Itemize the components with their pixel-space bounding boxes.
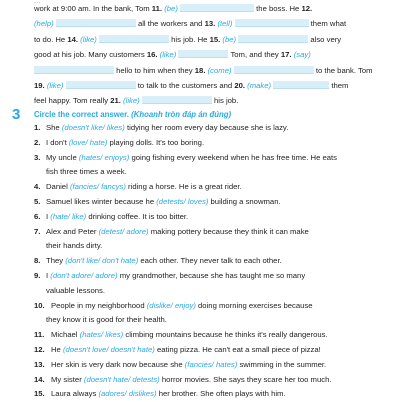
answer-choices[interactable]: (fancies/ fancys): [69, 182, 126, 192]
question-number: 15.: [34, 389, 45, 399]
answer-blank-14[interactable]: [99, 35, 169, 43]
verb-hint: (make): [247, 80, 272, 90]
answer-choices[interactable]: (love/ hate): [68, 137, 108, 147]
verb-hint: (like): [123, 96, 140, 106]
verb-hint: (say): [293, 50, 311, 60]
exercise-number: 3: [12, 106, 21, 123]
question-list: [34, 121, 386, 402]
question-number: 14.: [34, 374, 45, 384]
answer-blank-21[interactable]: [142, 96, 212, 104]
passage-text: to the bank. Tom: [315, 65, 373, 75]
answer-choices[interactable]: (doesn't like/ likes): [61, 123, 125, 132]
question-tail-text: tidying her room every day because she is lazy.: [126, 123, 289, 132]
question-number: 5.: [34, 196, 41, 206]
question-text: [51, 358, 386, 373]
passage-line-6: [34, 78, 384, 93]
passage-text: Tom, and they: [230, 50, 279, 60]
question-tail-text: drinking coffee. It is too bitter.: [88, 211, 189, 221]
question-number: 7.: [34, 226, 41, 236]
answer-blank-19[interactable]: [66, 81, 136, 89]
answer-blank-20[interactable]: [273, 81, 329, 89]
passage-text: his job.: [213, 96, 239, 106]
answer-blank-11[interactable]: [180, 4, 254, 12]
answer-choices[interactable]: (fancies/ hates): [184, 359, 238, 369]
question-tail-text: her brother. She often plays with him.: [158, 389, 286, 399]
question-text: [46, 136, 386, 151]
question-number: 11.: [34, 330, 45, 340]
question-lead-text: I: [46, 270, 49, 280]
question-item: [34, 373, 386, 388]
question-tail-text: each other. They never talk to each other.: [140, 256, 282, 266]
verb-hint: (be): [164, 4, 178, 13]
question-tail-text: eating pizza. He can't eat a small piece of pizza!: [156, 344, 321, 354]
question-lead-text: Michael: [51, 330, 78, 340]
answer-choices[interactable]: (doesn't hate/ detests): [83, 374, 160, 384]
question-item: [34, 299, 386, 314]
question-lead-text: I: [46, 211, 49, 221]
question-item: [34, 343, 386, 358]
question-lead-text: Alex and Peter: [46, 226, 97, 236]
verb-hint: (like): [80, 34, 97, 44]
cut-off-text: ...: [34, 0, 41, 5]
instruction-translation: (Khoanh tròn đáp án đúng): [131, 110, 232, 119]
passage-line-3: [34, 32, 384, 47]
question-text: [51, 373, 386, 388]
question-lead-text: Daniel: [46, 182, 68, 192]
question-item: [34, 225, 386, 240]
blank-number: 13.: [204, 19, 216, 29]
blank-number: 15.: [209, 34, 221, 44]
verb-hint: (like): [159, 50, 177, 60]
answer-blank-15[interactable]: [238, 35, 308, 43]
question-tail-text: making pottery because they think it can make: [150, 226, 309, 236]
question-item: [34, 254, 386, 269]
answer-blank-18[interactable]: [234, 66, 314, 74]
question-item: [34, 180, 386, 195]
question-continuation: they know it is good for their health.: [46, 315, 167, 325]
answer-blank-12[interactable]: [56, 19, 136, 27]
question-continuation: valuable lessons.: [46, 285, 105, 295]
passage-line-5: [34, 63, 384, 78]
verb-hint: (be): [222, 34, 237, 44]
question-tail-text: climbing mountains because he thinks it's really dangerous.: [125, 330, 328, 340]
passage-text: them: [331, 80, 349, 90]
question-tail-text: swimming in the summer.: [239, 359, 327, 369]
answer-choices[interactable]: (detest/ adore): [98, 226, 149, 236]
question-tail-text: doing morning exercises because: [198, 300, 313, 310]
question-lead-text: He: [51, 344, 61, 354]
passage-line-2: [34, 16, 384, 31]
question-text: [51, 387, 386, 402]
question-tail-text: my grandmother, because she has taught me so many: [119, 270, 306, 280]
question-text: [46, 151, 386, 166]
question-tail-text: building a snowman.: [210, 196, 281, 206]
verb-hint: (tell): [217, 19, 233, 29]
question-item: [34, 136, 386, 151]
passage-text: the boss. He: [256, 4, 300, 13]
question-number: 13.: [34, 359, 45, 369]
question-continuation: fish three times a week.: [46, 167, 127, 177]
blank-number: 12.: [301, 4, 313, 13]
passage-text: to do. He: [34, 34, 66, 44]
question-number: 6.: [34, 211, 41, 221]
question-lead-text: Laura always: [51, 389, 97, 399]
answer-blank-16[interactable]: [178, 50, 228, 58]
question-lead-text: They: [46, 256, 64, 266]
passage-line-4: [34, 47, 384, 62]
passage-line-1: [34, 1, 384, 16]
question-text: [51, 299, 386, 314]
question-item: [34, 210, 386, 225]
blank-number: 17.: [280, 50, 292, 60]
blank-number: 14.: [67, 34, 79, 44]
question-lead-text: Her skin is very dark now because she: [51, 359, 183, 369]
passage-text: also very: [310, 34, 342, 44]
blank-number: 16.: [146, 50, 158, 60]
instruction-text: Circle the correct answer.: [34, 110, 129, 119]
passage-text: his job. He: [171, 34, 208, 44]
question-text: [46, 210, 386, 225]
passage-text: feel happy. Tom really: [34, 96, 109, 106]
question-item: [34, 358, 386, 373]
passage-text: work at 9:00 am. In the bank, Tom: [34, 4, 150, 13]
question-item: [34, 151, 386, 166]
question-item: [34, 269, 386, 284]
answer-choices[interactable]: (hates/ enjoys): [78, 152, 130, 162]
passage-line-7: [34, 93, 384, 108]
question-item: [34, 328, 386, 343]
blank-number: 18.: [194, 65, 206, 75]
question-item: [34, 195, 386, 210]
answer-choices[interactable]: (hates/ likes): [79, 330, 124, 340]
question-number: 10.: [34, 300, 45, 310]
passage-text: them what: [310, 19, 347, 29]
question-text: [46, 180, 386, 195]
answer-choices[interactable]: (detests/ loves): [156, 196, 209, 206]
verb-hint: (come): [207, 65, 232, 75]
question-tail-text: going fishing every weekend when he has free time. He eats: [131, 152, 338, 162]
verb-hint: (help): [34, 19, 54, 29]
question-text: [46, 195, 386, 210]
exercise-instruction: [34, 110, 231, 119]
blank-number: 20.: [234, 80, 246, 90]
passage: [34, 0, 384, 109]
verb-hint: (like): [46, 80, 64, 90]
passage-text: hello to him when they: [116, 65, 193, 75]
question-number: 2.: [34, 137, 41, 147]
question-number: 12.: [34, 344, 45, 354]
question-lead-text: Samuel likes winter because he: [46, 196, 155, 206]
question-number: 3.: [34, 152, 41, 162]
blank-number: 19.: [34, 80, 45, 90]
answer-choices[interactable]: (don't like/ don't hate): [65, 256, 139, 266]
answer-choices[interactable]: (doesn't love/ doesn't hate): [62, 344, 155, 354]
answer-choices[interactable]: (dislike/ enjoy): [146, 300, 196, 310]
question-text: [46, 269, 386, 284]
question-text: [46, 225, 386, 240]
question-lead-text: People in my neighborhood: [51, 300, 145, 310]
question-number: 8.: [34, 256, 41, 266]
question-item: [34, 121, 386, 136]
answer-blank-17[interactable]: [34, 66, 114, 74]
answer-choices[interactable]: (don't adore/ adore): [50, 270, 118, 280]
question-text: [46, 121, 386, 136]
question-lead-text: My uncle: [46, 152, 77, 162]
question-continuation: their hands dirty.: [46, 241, 103, 251]
question-text: [51, 343, 386, 358]
question-tail-text: riding a horse. He is a great rider.: [128, 182, 242, 192]
blank-number: 21.: [110, 96, 121, 106]
question-lead-text: I don't: [46, 137, 67, 147]
question-tail-text: playing dolls. It's too boring.: [109, 137, 205, 147]
blank-number: 11.: [151, 4, 163, 13]
question-item: [34, 387, 386, 402]
question-number: 4.: [34, 182, 41, 192]
answer-blank-13[interactable]: [235, 19, 309, 27]
question-lead-text: She: [46, 123, 60, 132]
question-text: [46, 254, 386, 269]
question-number: 1.: [34, 123, 41, 132]
answer-choices[interactable]: (adores/ dislikes): [98, 389, 157, 399]
question-tail-text: horror movies. She says they scare her too much.: [161, 374, 332, 384]
question-number: 9.: [34, 270, 41, 280]
passage-text: to talk to the customers and: [137, 80, 233, 90]
passage-text: all the workers and: [137, 19, 203, 29]
passage-text: good at his job. Many customers: [34, 50, 145, 60]
answer-choices[interactable]: (hate/ like): [50, 211, 87, 221]
question-text: [51, 328, 386, 343]
question-lead-text: My sister: [51, 374, 82, 384]
